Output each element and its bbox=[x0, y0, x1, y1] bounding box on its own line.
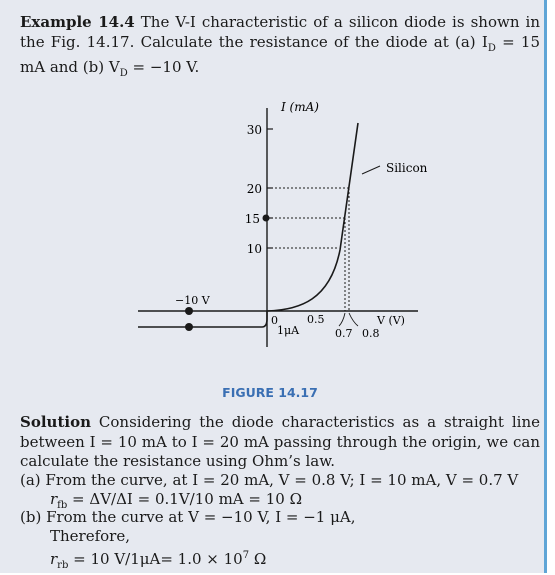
solution-paragraph bbox=[20, 413, 540, 472]
ohm-unit: Ω bbox=[249, 550, 267, 568]
neg-voltage-label: −10 V bbox=[175, 294, 210, 307]
solution-label: Solution bbox=[20, 413, 91, 431]
point-15 bbox=[263, 215, 270, 222]
y-tick-20: 20 bbox=[246, 182, 262, 196]
r-fb-subscript: fb bbox=[57, 500, 68, 511]
silicon-forward-curve bbox=[267, 123, 358, 311]
part-a-line: (a) From the curve, at I = 20 mA, V = 0.8 V; I = 10 mA, V = 0.7 V bbox=[20, 471, 519, 489]
part-b-eq-text: = 10 V/1μA= 1.0 × 10 bbox=[68, 550, 243, 568]
solution-text: Considering the diode characteristics as a straight line between I = 10 mA to I = 20 mA passing through the origin, we can calculate the resistance using Ohm’s law. bbox=[20, 413, 540, 470]
y-axis-label: I (mA) bbox=[281, 100, 319, 114]
reverse-curve bbox=[138, 311, 267, 327]
example-text-3: = −10 V. bbox=[127, 58, 200, 76]
example-text-2: = 15 mA and (b) V bbox=[20, 32, 540, 76]
part-b-equation: $r_{rb} = 10$ $V/1\mu A= 1.0 \times 10^7$ Ω bbox=[50, 550, 267, 571]
subscript-d-2: D bbox=[119, 68, 128, 79]
r-rb-subscript: rb bbox=[57, 560, 69, 571]
part-a-equation: $r_{fb} = \Delta V/\Delta I = 0.1V/10$ mA = 10 Ω bbox=[50, 490, 303, 511]
exponent: 7 bbox=[242, 550, 250, 561]
part-a-eq-text: = ΔV/ΔI = 0.1V/10 mA = 10 Ω bbox=[67, 490, 303, 508]
example-label: Example 14.4 bbox=[20, 13, 135, 31]
x-tick-0-7: 0.7 bbox=[335, 327, 353, 340]
neg-current-label: 1μA bbox=[277, 324, 300, 337]
y-tick-30: 30 bbox=[246, 123, 262, 137]
subscript-d: D bbox=[487, 42, 496, 54]
origin-label: 0 bbox=[271, 314, 278, 327]
curve-label: Silicon bbox=[386, 161, 428, 175]
therefore-line: Therefore, bbox=[50, 527, 130, 545]
part-b-line: (b) From the curve at V = −10 V, I = −1 μA, bbox=[20, 508, 356, 526]
point-neg-10v-axis bbox=[185, 307, 193, 315]
x-tick-0-8: 0.8 bbox=[362, 327, 380, 340]
y-tick-15: 15 bbox=[244, 212, 260, 226]
x-tick-0-5: 0.5 bbox=[307, 313, 325, 326]
point-neg-10v-curve bbox=[185, 323, 193, 331]
y-tick-10: 10 bbox=[246, 242, 262, 256]
figure-caption: FIGURE 14.17 bbox=[222, 385, 318, 400]
x-axis-label: V (V) bbox=[377, 314, 405, 327]
example-text: The V-I characteristic of a silicon diode is shown in the Fig. 14.17. Calculate the resistance of the diode at (a) I bbox=[20, 13, 540, 51]
